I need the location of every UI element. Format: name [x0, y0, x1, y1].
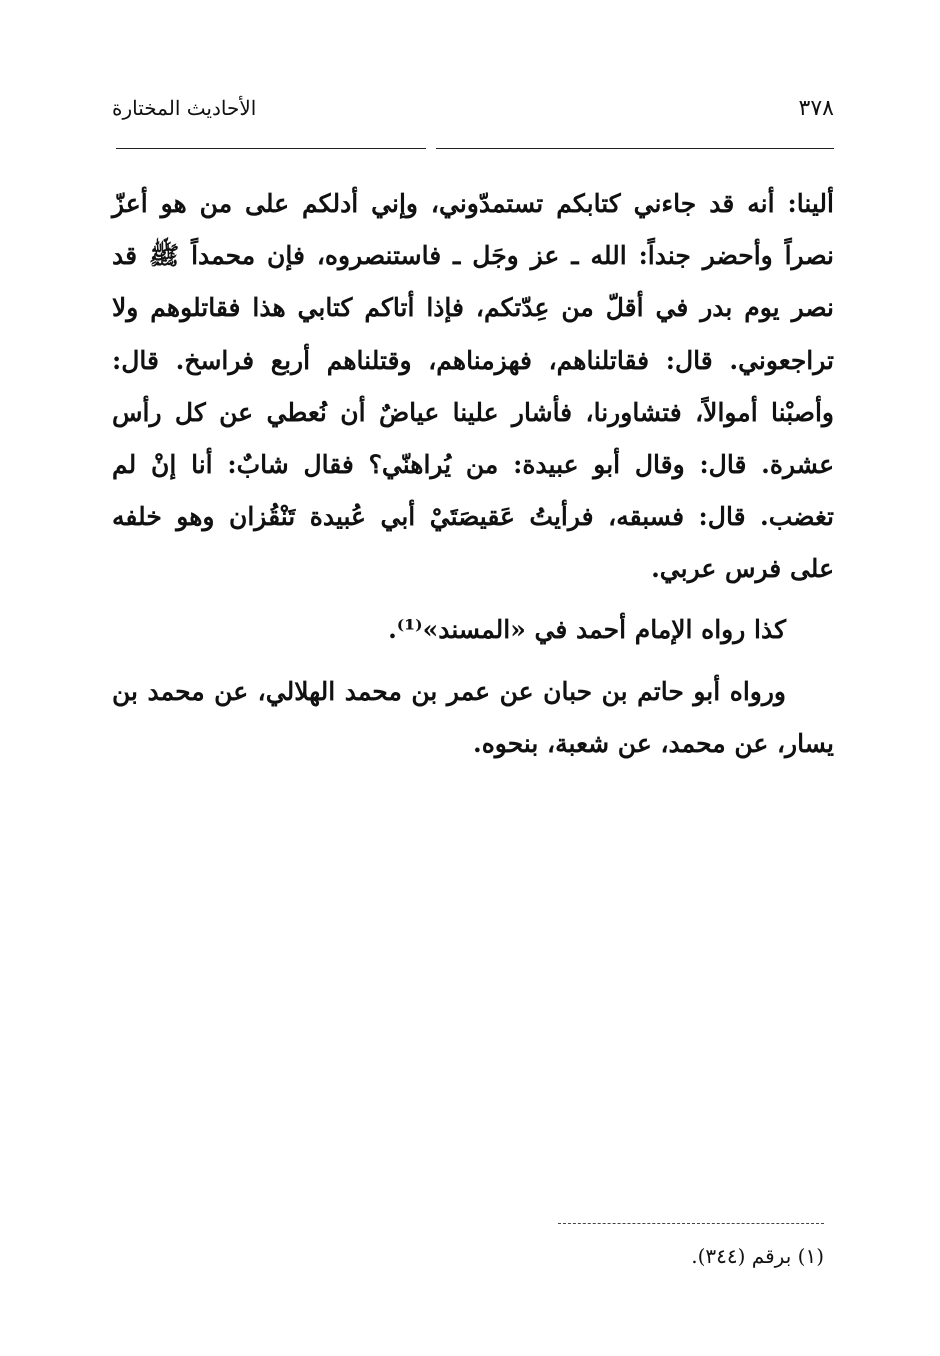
citation-paragraph: كذا رواه الإمام أحمد في «المسند»⁽¹⁾. — [388, 614, 786, 644]
header-rule — [116, 148, 426, 149]
chain-paragraph: ورواه أبو حاتم بن حبان عن عمر بن محمد الهلالي، عن محمد بن يسار، عن محمد، عن شعبة، بنحوه. — [112, 676, 834, 759]
main-text — [112, 178, 834, 770]
page-header — [112, 92, 834, 128]
page-number: ٣٧٨ — [798, 96, 834, 121]
footnote-separator — [558, 1223, 824, 1224]
main-paragraph: ألينا: أنه قد جاءني كتابكم تستمدّوني، وإني أدلكم على من هو أعزّ نصراً وأحضر جنداً: الله ـ عز وجَل ـ فاستنصروه، فإن محمداً ﷺ قد نصر يوم بدر في أقلّ من عِدّتكم، فإذا أتاكم كتابي هذا فقاتلوهم ولا تراجعوني. قال: فقاتلناهم، فهزمناهم، وقتلناهم أربع فراسخ. قال: وأصبْنا أموالاً، فتشاورنا، فأشار علينا عياضٌ أن نُعطي عن كل رأس عشرة. قال: وقال أبو عبيدة: من يُراهنّي؟ فقال شابٌ: أنا إنْ لم تغضب. قال: فسبقه، فرأيتُ عَقيصَتَيْ أبي عُبيدة تَنْقُزان وهو خلفه على فرس عربي. — [112, 189, 834, 584]
footnote: (١) برقم (٣٤٤). — [691, 1244, 824, 1268]
running-title: الأحاديث المختارة — [112, 96, 257, 120]
header-rule — [436, 148, 834, 149]
